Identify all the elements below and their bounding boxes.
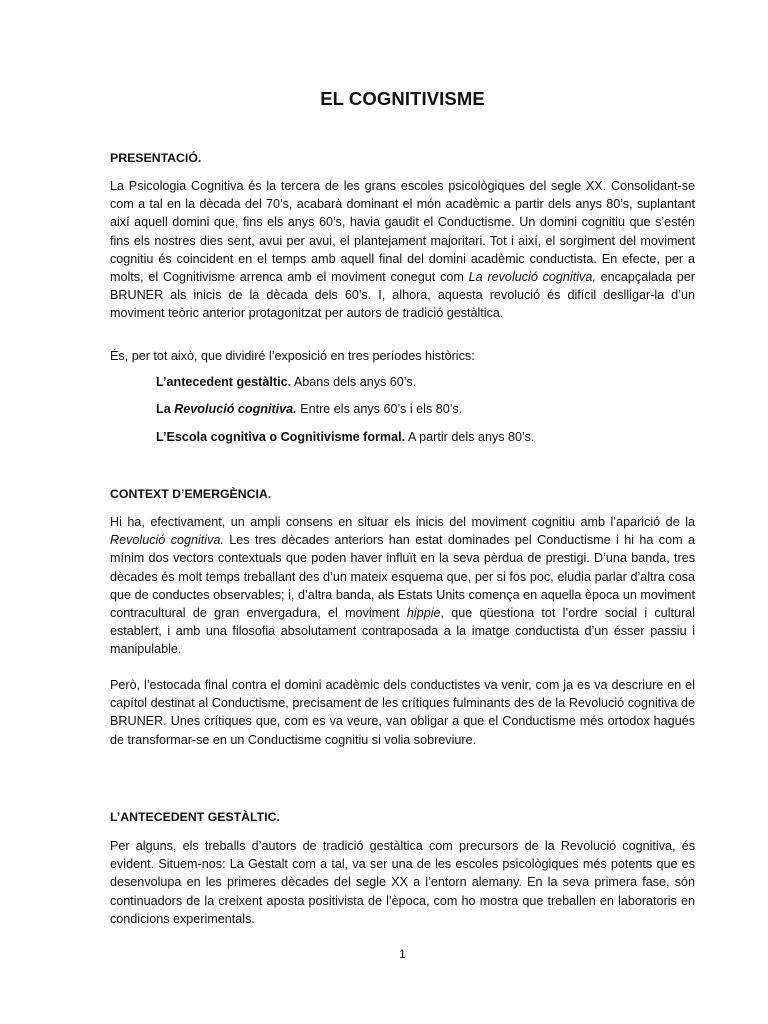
document-title: EL COGNITIVISME xyxy=(320,88,485,109)
presentacio-paragraph-2: És, per tot això, que dividiré l’exposició en tres períodes històrics: xyxy=(110,349,475,363)
presentacio-paragraph-1 xyxy=(110,177,695,323)
presentacio-p1-italic: La revolució cognitiva, xyxy=(468,270,596,285)
period-item-1 xyxy=(156,375,416,389)
period-2-label-prefix: La xyxy=(156,402,175,416)
context-paragraph-1 xyxy=(110,513,695,659)
period-2-label: Revolució cognitiva. xyxy=(174,402,297,416)
section-heading-presentacio: PRESENTACIÓ. xyxy=(110,151,202,165)
period-item-2 xyxy=(156,402,462,416)
section-heading-gestalt: L’ANTECEDENT GESTÀLTIC. xyxy=(110,810,280,824)
context-p1-text-c: , que qüestiona tot l’ordre social i cultural establert, i amb una filosofia absolutament contraposada a la imatge conductista d’un ésser passiu i manipulable. xyxy=(110,606,695,657)
context-paragraph-2: Però, l’estocada final contra el domini acadèmic dels conductistes va venir, com ja es va descriure en el capítol destinat al Conductisme, precisament de les crítiques fulminants des de la Revolució cognitiva de BRUNER. Unes crítiques que, com es va veure, van obligar a que el Conductisme més ortodox hagués de transformar-se en un Conductisme cognitiu si volia sobreviure. xyxy=(110,678,695,747)
context-p1-italic-2: hippie xyxy=(406,606,441,621)
section-heading-context: CONTEXT D’EMERGÈNCIA. xyxy=(110,487,272,501)
period-2-range: Entre els anys 60’s i els 80’s. xyxy=(296,402,463,416)
period-1-label: L’antecedent gestàltic. xyxy=(156,375,292,389)
context-p1-italic-1: Revolució cognitiva. xyxy=(110,533,224,548)
period-3-label: L’Escola cognitiva o Cognitivisme formal. xyxy=(156,430,406,444)
period-item-3 xyxy=(156,430,534,444)
presentacio-p1-text-a: La Psicologia Cognitiva és la tercera de les grans escoles psicològiques del segle XX. Consolidant-se com a tal en la dècada del 70’s, acabarà dominant el món acadèmic a partir dels anys 80’s, suplantant així aquell domini que, fins els anys 60’s, havia gaudit el Conductisme. Un domini cognitiu que s’estén fins els nostres dies sent, avui per avui, el plantejament majoritari. Tot i així, el sorgiment del moviment cognitiu és coincident en el temps amb aquell final del domini acadèmic conductista. En efecte, per a molts, el Cognitivisme arrenca amb el moviment conegut com xyxy=(110,179,695,285)
presentacio-p1-text-b: encapçalada per BRUNER als inicis de la dècada dels 60’s. I, alhora, aquesta revolució és difícil deslligar-la d’un moviment teòric anterior protagonitzat per autors de tradició gestàltica. xyxy=(110,270,696,321)
gestalt-paragraph-1: Per alguns, els treballs d’autors de tradició gestàltica com precursors de la Revolució cognitiva, és evident. Situem-nos: La Gestalt com a tal, va ser una de les escoles psicològiques més potents que es desenvolupa en les primeres dècades del segle XX a l’entorn alemany. En la seva primera fase, són continuadors de la creixent aposta positivista de l’època, com ho mostra que treballen en laboratoris en condicions experimentals. xyxy=(110,839,695,926)
context-p1-text-a: Hi ha, efectivament, un ampli consens en situar els inicis del moviment cognitiu amb l’aparició de la xyxy=(110,515,695,529)
period-3-range: A partir dels anys 80’s. xyxy=(405,430,535,444)
period-1-range: Abans dels anys 60’s. xyxy=(291,375,417,389)
page-number: 1 xyxy=(399,947,406,961)
context-p1-text-b: Les tres dècades anteriors han estat dominades pel Conductisme i hi ha com a mínim dos vectors contextuals que poden haver influït en la seva pèrdua de prestigi. D’una banda, tres dècades és molt temps treballant des d’un mateix esquema que, per si fos poc, eludia parlar d’altra cosa que de conductes observables; i, d’altra banda, als Estats Units comença en aquella època un moviment contracultural de gran envergadura, el moviment xyxy=(110,533,695,621)
document-page xyxy=(110,0,695,1024)
